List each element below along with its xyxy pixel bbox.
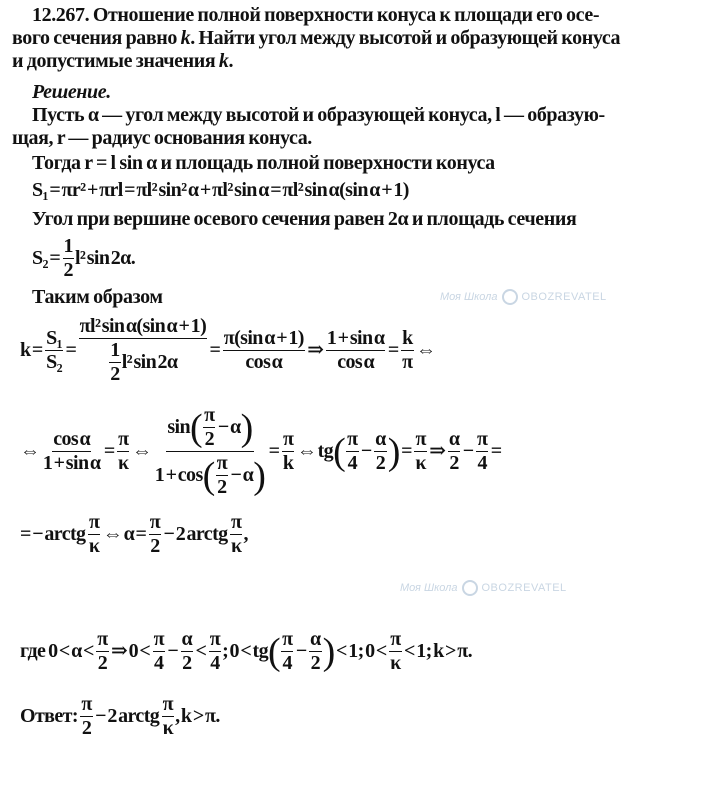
denominator xyxy=(216,476,227,499)
formula-text: π xyxy=(402,351,413,373)
problem-text: Отношение полной поверхности конуса к площади его осе- xyxy=(92,4,600,26)
denominator xyxy=(88,535,101,558)
denominator xyxy=(149,535,160,558)
formula-text: 2 xyxy=(110,363,120,385)
denominator xyxy=(117,452,130,475)
denominator xyxy=(282,452,295,475)
formula-text: sin xyxy=(167,416,191,438)
fraction xyxy=(42,428,102,475)
formula-text: − xyxy=(165,640,180,662)
denominator xyxy=(153,652,164,675)
fraction xyxy=(448,428,461,475)
numerator xyxy=(45,327,63,351)
watermark-logo-icon xyxy=(502,289,518,305)
denominator xyxy=(476,452,487,475)
formula-text: ⇔ xyxy=(414,339,436,361)
formula-text: = xyxy=(399,440,414,462)
formula-text: π xyxy=(153,628,164,650)
formula-text: π xyxy=(282,628,293,650)
numerator xyxy=(230,511,242,535)
fraction xyxy=(96,628,108,675)
formula-text: π xyxy=(347,428,358,450)
formula-text: , xyxy=(243,523,248,545)
denominator xyxy=(204,428,215,451)
formula-text: l² sin 2α. xyxy=(74,247,136,269)
numerator xyxy=(63,235,74,259)
solution-p2: щая, r — радиус основания конуса. xyxy=(12,127,312,149)
formula-text: 2 xyxy=(449,452,459,474)
fraction xyxy=(282,428,295,475)
numerator xyxy=(281,628,293,652)
parenthesized-group xyxy=(333,428,400,475)
fraction xyxy=(476,428,488,475)
formula-text: κ xyxy=(118,452,129,474)
fraction xyxy=(401,327,414,374)
formula-text: π xyxy=(390,628,401,650)
formula-text: π xyxy=(81,693,92,715)
denominator xyxy=(389,652,402,675)
numerator xyxy=(309,628,322,652)
formula-text: 2 xyxy=(310,652,321,674)
solution-heading: Решение. xyxy=(32,81,111,103)
fraction xyxy=(45,327,63,374)
formula-text: 2 xyxy=(150,535,160,557)
parenthesized-group xyxy=(203,452,266,499)
denominator xyxy=(63,259,74,282)
numerator xyxy=(153,628,165,652)
fraction xyxy=(209,628,221,675)
numerator xyxy=(52,428,91,452)
fraction xyxy=(63,235,74,282)
formula-text: π xyxy=(204,404,215,426)
formula-text: 1 + sin α xyxy=(42,452,101,474)
answer-line xyxy=(12,693,710,740)
formula-text: k xyxy=(282,452,294,474)
denominator xyxy=(97,652,108,675)
solution-p3: Тогда r = l sin α и площадь полной поверхности конуса xyxy=(32,152,495,174)
formula-text: π xyxy=(209,628,221,650)
right-paren: ) xyxy=(240,406,253,449)
numerator xyxy=(389,628,401,652)
formula-text: cos α xyxy=(337,351,375,373)
formula-s2 xyxy=(12,235,710,282)
formula-text: ⇒ xyxy=(305,339,325,361)
fraction xyxy=(203,404,215,451)
left-paren: ( xyxy=(268,630,281,673)
formula-text: − xyxy=(294,640,309,662)
formula-text: 2 xyxy=(97,652,108,674)
formula-text: 4 xyxy=(477,452,487,474)
denominator xyxy=(448,452,459,475)
left-paren: ( xyxy=(202,454,215,497)
var-k: k xyxy=(218,50,229,72)
formula-k xyxy=(12,315,710,386)
formula-text: < 1; k > π. xyxy=(402,640,472,662)
numerator xyxy=(109,339,120,363)
watermark-brand: OBOZREVATEL xyxy=(481,582,567,594)
formula-text: 1 + sin α xyxy=(326,327,385,349)
numerator xyxy=(80,693,92,717)
formula-text: где 0 < α < xyxy=(20,640,96,662)
formula-text: S₂ = xyxy=(32,247,62,269)
denominator xyxy=(162,717,175,740)
formula-arctg xyxy=(12,511,710,558)
numerator xyxy=(79,315,207,339)
fraction xyxy=(309,628,322,675)
left-paren: ( xyxy=(190,406,203,449)
formula-text: = xyxy=(267,440,281,462)
formula-answer xyxy=(79,693,219,740)
text: и допустимые значения xyxy=(12,50,219,72)
right-paren: ) xyxy=(387,430,400,473)
formula-text: α xyxy=(448,428,460,450)
formula-text: κ xyxy=(415,452,426,474)
formula-text: 4 xyxy=(210,652,220,674)
fraction xyxy=(154,404,267,499)
formula-text: π(sin α + 1) xyxy=(223,327,304,349)
denominator xyxy=(42,452,102,475)
formula-text: 2 xyxy=(375,452,386,474)
fraction xyxy=(153,628,165,675)
formula-text: − 2 arctg xyxy=(93,705,161,727)
formula-text: 1 + cos xyxy=(154,464,203,486)
numerator xyxy=(414,428,426,452)
denominator xyxy=(401,351,413,374)
numerator xyxy=(223,327,305,351)
denominator xyxy=(107,339,178,386)
fraction xyxy=(162,693,175,740)
formula-text: , k > π. xyxy=(175,705,220,727)
fraction xyxy=(281,628,293,675)
formula-text: − xyxy=(359,440,374,462)
formula-text: π xyxy=(149,511,161,533)
formula-text: 2 xyxy=(81,717,92,739)
fraction xyxy=(389,628,402,675)
numerator xyxy=(326,327,386,351)
parenthesized-group xyxy=(190,404,253,451)
formula-equivalence xyxy=(12,404,710,499)
formula-text: ⇔ xyxy=(130,440,153,462)
formula-text: 2 xyxy=(204,428,214,450)
denominator xyxy=(414,452,427,475)
formula-text: π xyxy=(162,693,174,715)
numerator xyxy=(203,404,215,428)
formula-text: = − arctg xyxy=(20,523,87,545)
formula-text: 1 xyxy=(110,339,120,361)
formula-text: k xyxy=(402,327,413,349)
fraction xyxy=(326,327,386,374)
formula-text: κ xyxy=(390,652,401,674)
formula-text: ⇔ xyxy=(20,440,41,462)
formula-text: α xyxy=(375,428,386,450)
denominator xyxy=(230,535,243,558)
fraction xyxy=(79,315,207,386)
formula-text: 2 xyxy=(182,652,192,674)
text: . xyxy=(228,50,234,72)
numerator xyxy=(374,428,387,452)
problem-line-3 xyxy=(12,50,710,73)
formula-text: − α xyxy=(216,416,241,438)
formula-text: = xyxy=(64,339,78,361)
formula-text: ⇔ α = xyxy=(101,523,148,545)
formula-text: = xyxy=(489,440,502,462)
formula-text: κ xyxy=(88,535,100,557)
fraction xyxy=(80,693,92,740)
solution-p4: Угол при вершине осевого сечения равен 2α и площадь сечения xyxy=(32,208,577,230)
numerator xyxy=(96,628,108,652)
fraction xyxy=(109,339,120,386)
formula-text: S₁ xyxy=(46,327,63,349)
right-paren: ) xyxy=(253,454,266,497)
numerator xyxy=(346,428,358,452)
denominator xyxy=(282,652,293,675)
problem-number: 12.267. xyxy=(32,4,90,26)
fraction xyxy=(216,452,228,499)
denominator xyxy=(81,717,92,740)
formula-text: ⇒ xyxy=(427,440,447,462)
numerator xyxy=(476,428,488,452)
formula-text: S₁ = πr² + πrl = πl² sin² α + πl² sin α = πl² sin α(sin α + 1) xyxy=(32,179,409,201)
right-paren: ) xyxy=(322,630,335,673)
answer-label: Ответ: xyxy=(20,705,78,727)
formula-text: = xyxy=(386,339,401,361)
formula-text: = xyxy=(102,440,117,462)
denominator xyxy=(154,452,267,499)
formula-text: π xyxy=(97,628,108,650)
denominator xyxy=(244,351,283,374)
left-paren: ( xyxy=(333,430,346,473)
numerator xyxy=(166,404,253,452)
formula-text: l² sin 2α xyxy=(121,351,178,373)
problem-line-2 xyxy=(12,27,710,50)
fraction xyxy=(149,511,161,558)
formula-text: − 2 arctg xyxy=(162,523,229,545)
formula-text: π xyxy=(216,452,228,474)
text: вого сечения равно xyxy=(12,27,181,49)
solution-p1: Пусть α — угол между высотой и образующей конуса, l — образую- xyxy=(32,104,605,126)
numerator xyxy=(181,628,194,652)
formula-text: κ xyxy=(162,717,174,739)
formula-text: k = xyxy=(20,339,45,361)
formula-text: = xyxy=(208,339,222,361)
formula-text: π xyxy=(231,511,242,533)
formula-text: 1 xyxy=(63,235,73,257)
formula-text: 4 xyxy=(154,652,164,674)
formula-text: 2 xyxy=(63,259,73,281)
formula-text: cos α xyxy=(245,351,283,373)
formula-text: S₂ xyxy=(46,351,63,373)
numerator xyxy=(448,428,461,452)
formula-text: π xyxy=(88,511,100,533)
fraction xyxy=(88,511,101,558)
formula-text: < xyxy=(194,640,208,662)
fraction xyxy=(230,511,243,558)
formula-text: 2 xyxy=(217,476,227,498)
formula-text: < 1; 0 < xyxy=(334,640,389,662)
fraction xyxy=(374,428,387,475)
formula-text: 4 xyxy=(282,652,292,674)
watermark-school: Моя Школа xyxy=(440,291,498,303)
formula-text: πl² sin α(sin α + 1) xyxy=(79,315,207,337)
parenthesized-group xyxy=(268,628,335,675)
fraction xyxy=(223,327,305,374)
numerator xyxy=(88,511,100,535)
formula-text: 4 xyxy=(347,452,358,474)
numerator xyxy=(162,693,174,717)
numerator xyxy=(117,428,129,452)
denominator xyxy=(310,652,321,675)
watermark-school: Моя Школа xyxy=(400,582,458,594)
denominator xyxy=(209,652,220,675)
denominator xyxy=(109,363,120,386)
watermark xyxy=(440,289,607,305)
numerator xyxy=(149,511,161,535)
formula-text: κ xyxy=(230,535,242,557)
fraction xyxy=(414,428,427,475)
problem-line-1 xyxy=(12,4,710,27)
numerator xyxy=(282,428,294,452)
fraction xyxy=(117,428,130,475)
watermark-logo-icon xyxy=(462,580,478,596)
numerator xyxy=(216,452,228,476)
formula-text: ; 0 < tg xyxy=(222,640,268,662)
denominator xyxy=(347,452,358,475)
formula-text: cos α xyxy=(53,428,91,450)
var-k: k xyxy=(180,27,191,49)
formula-text: α xyxy=(181,628,193,650)
formula-text: π xyxy=(415,428,426,450)
formula-text: π xyxy=(477,428,488,450)
solution-p5: Таким образом xyxy=(32,286,163,308)
text: . Найти угол между высотой и образующей конуса xyxy=(190,27,621,49)
formula-s1 xyxy=(12,179,710,202)
fraction xyxy=(346,428,358,475)
formula-text: π xyxy=(118,428,129,450)
denominator xyxy=(181,652,192,675)
formula-text: − xyxy=(461,440,476,462)
denominator xyxy=(336,351,375,374)
formula-text: α xyxy=(310,628,321,650)
formula-text: − α xyxy=(229,464,254,486)
watermark-brand: OBOZREVATEL xyxy=(521,291,607,303)
formula-domain xyxy=(12,628,710,675)
numerator xyxy=(401,327,414,351)
denominator xyxy=(375,452,386,475)
denominator xyxy=(45,351,63,374)
formula-text: ⇔ tg xyxy=(295,440,334,462)
numerator xyxy=(209,628,221,652)
formula-text: π xyxy=(282,428,294,450)
fraction xyxy=(181,628,194,675)
formula-text: ⇒ 0 < xyxy=(109,640,152,662)
watermark xyxy=(400,580,567,596)
